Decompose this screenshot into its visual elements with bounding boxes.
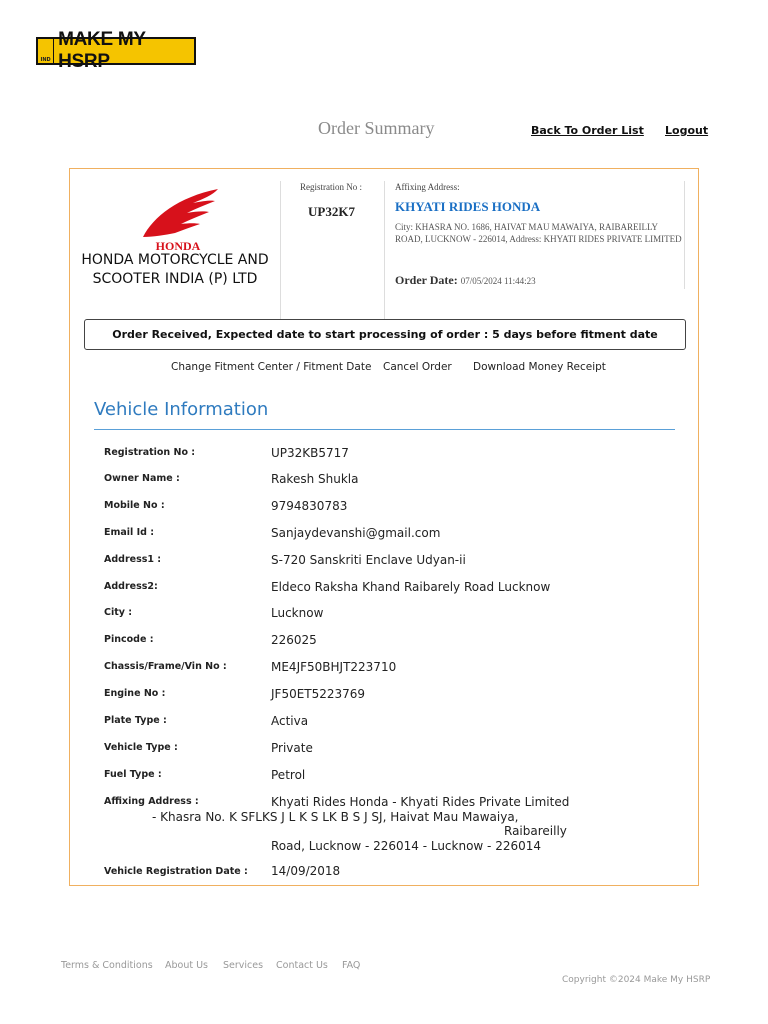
footer-faq-link[interactable]: FAQ bbox=[342, 960, 361, 971]
column-divider bbox=[280, 181, 281, 319]
address1-label: Address1 : bbox=[104, 554, 162, 565]
plate-type-label: Plate Type : bbox=[104, 715, 167, 726]
logo-text: MAKE MY HSRP bbox=[58, 29, 146, 72]
email-value: Sanjaydevanshi@gmail.com bbox=[271, 526, 441, 540]
vehicle-type-label: Vehicle Type : bbox=[104, 742, 178, 753]
registration-no-label: Registration No : bbox=[104, 447, 196, 458]
order-summary-card bbox=[69, 168, 699, 886]
city-label: City : bbox=[104, 607, 133, 618]
chassis-label: Chassis/Frame/Vin No : bbox=[104, 661, 227, 672]
copyright-text: Copyright ©2024 Make My HSRP bbox=[562, 975, 711, 985]
address2-value: Eldeco Raksha Khand Raibarely Road Lucknow bbox=[271, 580, 551, 594]
mobile-no-value: 9794830783 bbox=[271, 499, 348, 513]
mobile-no-label: Mobile No : bbox=[104, 500, 165, 511]
back-to-order-list-link[interactable]: Back To Order List bbox=[531, 124, 644, 137]
cancel-order-link[interactable]: Cancel Order bbox=[383, 361, 452, 373]
order-status-message: Order Received, Expected date to start processing of order : 5 days before fitment date bbox=[84, 319, 686, 350]
manufacturer-block bbox=[70, 169, 280, 319]
fuel-type-label: Fuel Type : bbox=[104, 769, 162, 780]
pincode-label: Pincode : bbox=[104, 634, 154, 645]
engine-no-label: Engine No : bbox=[104, 688, 166, 699]
fuel-type-value: Petrol bbox=[271, 768, 306, 782]
logout-link[interactable]: Logout bbox=[665, 124, 709, 137]
affixing-address-value-line2: - Khasra No. K SFLKS J L K S LK B S J SJ, Haivat Mau Mawaiya, bbox=[152, 810, 519, 824]
registration-no-value: UP32KB5717 bbox=[271, 446, 349, 460]
owner-name-label: Owner Name : bbox=[104, 473, 180, 484]
footer-contact-link[interactable]: Contact Us bbox=[276, 960, 328, 971]
owner-name-value: Rakesh Shukla bbox=[271, 472, 359, 486]
address1-value: S-720 Sanskriti Enclave Udyan-ii bbox=[271, 553, 466, 567]
vehicle-information-title: Vehicle Information bbox=[94, 399, 269, 420]
footer-terms-link[interactable]: Terms & Conditions bbox=[61, 960, 153, 971]
affixing-address-value-line4: Road, Lucknow - 226014 - Lucknow - 226014 bbox=[271, 839, 542, 853]
registration-date-label: Vehicle Registration Date : bbox=[104, 866, 248, 877]
footer-about-link[interactable]: About Us bbox=[165, 960, 209, 971]
download-money-receipt-link[interactable]: Download Money Receipt bbox=[473, 361, 606, 373]
registration-date-value: 14/09/2018 bbox=[271, 864, 341, 878]
chassis-value: ME4JF50BHJT223710 bbox=[271, 660, 397, 674]
column-divider bbox=[384, 181, 385, 319]
honda-logo-word: HONDA bbox=[155, 239, 201, 252]
order-date-label: Order Date: bbox=[395, 273, 458, 287]
footer-services-link[interactable]: Services bbox=[223, 960, 264, 971]
honda-wing-logo-icon bbox=[133, 187, 223, 252]
manufacturer-name: HONDA MOTORCYCLE AND SCOOTER INDIA (P) LTD bbox=[81, 252, 269, 287]
registration-label: Registration No : bbox=[300, 182, 362, 192]
ind-badge: IND bbox=[38, 39, 54, 63]
affixing-address-value-line3: Raibareilly bbox=[504, 824, 567, 838]
affixing-center-name: KHYATI RIDES HONDA bbox=[395, 199, 541, 214]
page-title: Order Summary bbox=[318, 118, 435, 138]
affixing-city-address: City: KHASRA NO. 1686, HAIVAT MAU MAWAIYA, RAIBAREILLY ROAD, LUCKNOW - 226014, Address: KHYATI RIDES PRIVATE LIMITED bbox=[395, 222, 682, 244]
order-date-value: 07/05/2024 11:44:23 bbox=[460, 276, 536, 286]
affixing-address-value-line1: Khyati Rides Honda - Khyati Rides Private Limited bbox=[271, 795, 570, 809]
pincode-value: 226025 bbox=[271, 633, 317, 647]
plate-type-value: Activa bbox=[271, 714, 309, 728]
email-label: Email Id : bbox=[104, 527, 155, 538]
address2-label: Address2: bbox=[104, 581, 158, 592]
make-my-hsrp-logo[interactable] bbox=[36, 29, 196, 72]
affixing-address-label: Affixing Address : bbox=[104, 796, 199, 807]
engine-no-value: JF50ET5223769 bbox=[271, 687, 366, 701]
registration-value: UP32K7 bbox=[308, 204, 355, 219]
city-value: Lucknow bbox=[271, 606, 324, 620]
section-divider bbox=[94, 429, 675, 430]
order-date bbox=[395, 273, 536, 288]
affixing-label: Affixing Address: bbox=[395, 182, 460, 192]
change-fitment-link[interactable]: Change Fitment Center / Fitment Date bbox=[171, 361, 372, 373]
vehicle-type-value: Private bbox=[271, 741, 313, 755]
